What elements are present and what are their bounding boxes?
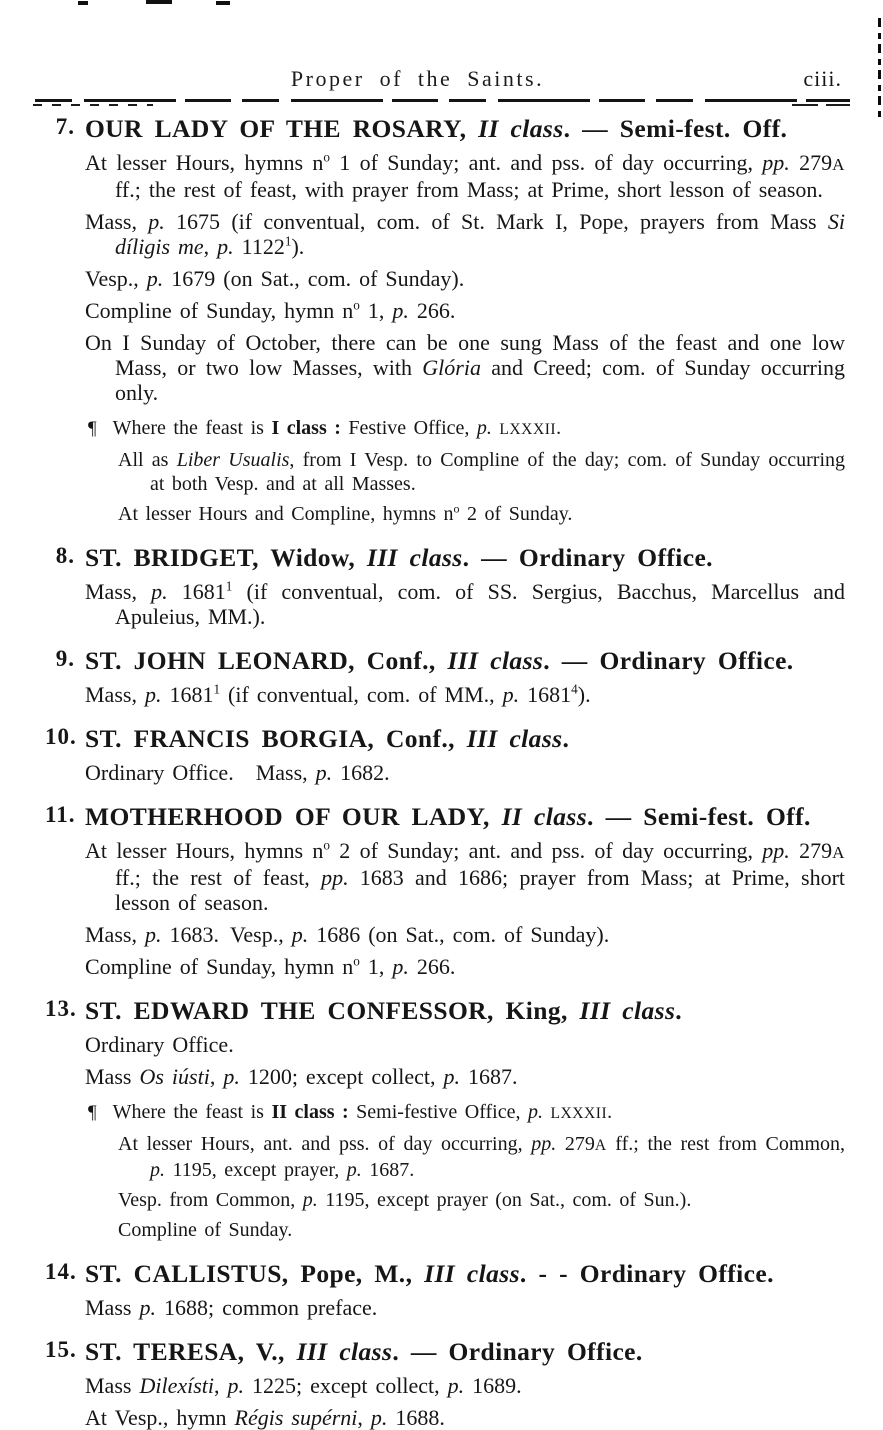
rubric-paragraph [85, 1064, 845, 1089]
entry-heading [85, 646, 845, 675]
text-segment: 1 [225, 578, 233, 594]
text-segment: Where the feast is [112, 417, 272, 439]
text-segment: Mass [85, 1373, 140, 1398]
rubric-subnote [118, 1188, 845, 1212]
text-segment: p. [150, 1159, 165, 1181]
text-segment: I class : [271, 417, 341, 439]
text-segment: Compline of Sunday. [118, 1219, 293, 1241]
text-segment: ST. FRANCIS BORGIA, Conf., [85, 724, 467, 753]
text-segment: III class [579, 996, 676, 1025]
folio-page-number: ciii. [803, 66, 842, 91]
text-segment: 1675 (if conventual, com. of St. Mark I, Pope, prayers from Mass [164, 209, 828, 234]
rubric-paragraph [85, 1032, 845, 1057]
text-segment: . — Ordinary Office. [543, 646, 794, 675]
text-segment: p. [146, 266, 164, 291]
text-segment: Vesp. from Common, [118, 1189, 303, 1211]
text-segment: . [562, 724, 570, 753]
text-segment: 1687. [459, 1064, 518, 1089]
text-segment: p. [144, 682, 162, 707]
text-segment: p. [139, 1295, 156, 1320]
text-segment: p. [370, 1405, 388, 1430]
rubric-paragraph [85, 760, 845, 785]
feast-entry-11 [45, 802, 845, 979]
text-segment: LXXXII [550, 1105, 608, 1122]
text-segment: 279 [556, 1133, 595, 1155]
text-segment: . — Semi-fest. Off. [587, 802, 811, 831]
text-segment: o [323, 837, 330, 853]
feast-entry-7 [45, 114, 845, 526]
text-segment: At lesser Hours, hymns n [85, 838, 324, 863]
text-segment: II class : [271, 1101, 349, 1123]
text-segment: Ordinary Office. Mass, [85, 760, 316, 785]
text-segment: 266. [408, 954, 456, 979]
text-segment: 1683. Vesp., [161, 922, 292, 947]
entry-number: 11. [45, 802, 76, 827]
rubric-paragraph [85, 266, 845, 291]
entry-heading [85, 724, 845, 753]
text-segment: 2 of Sunday. [459, 503, 573, 525]
text-segment: and Creed; com. of Sunday occurring only. [115, 355, 845, 405]
rubric-paragraph [85, 922, 845, 947]
text-segment: ST. CALLISTUS, Pope, M., [85, 1259, 425, 1288]
feast-entry-13 [45, 996, 845, 1242]
entry-heading [85, 543, 845, 572]
text-segment: 1688. [387, 1405, 445, 1430]
text-segment: ST. BRIDGET, Widow, [85, 543, 367, 572]
entry-heading [85, 1337, 845, 1366]
text-segment: Compline of Sunday, hymn n [85, 298, 354, 323]
text-segment: p. [223, 1064, 240, 1089]
text-segment: o [353, 297, 360, 313]
text-segment: 1200; except collect, [239, 1064, 444, 1089]
text-segment: . — Ordinary Office. [462, 543, 713, 572]
text-segment: Mass [85, 1295, 140, 1320]
scan-edge-line [878, 18, 881, 120]
rubric-note [88, 416, 845, 442]
text-segment: (if conventual, com. of SS. Sergius, Bacchus, Marcellus and Apuleius, MM.). [115, 579, 846, 629]
rubric-paragraph [85, 298, 845, 323]
text-segment: . [556, 417, 562, 439]
entry-heading [85, 996, 845, 1025]
entry-heading [85, 1259, 845, 1288]
text-segment: 1689. [464, 1373, 522, 1398]
text-segment: ST. JOHN LEONARD, Conf., [85, 646, 448, 675]
text-segment: III class [296, 1337, 393, 1366]
text-segment: ff.; the rest of feast, [115, 865, 322, 890]
text-segment: p. [392, 954, 409, 979]
text-segment: p. [443, 1064, 460, 1089]
text-segment: p. [217, 234, 234, 259]
text-segment: At Vesp., hymn [85, 1405, 235, 1430]
text-segment: 1 [213, 681, 221, 697]
text-segment: 1122 [233, 234, 285, 259]
text-segment: OUR LADY OF THE ROSARY, [85, 114, 479, 143]
text-segment: On I Sunday of October, there can be one sung Mass of the feast and one low Mass, or two low Masses, with [85, 330, 845, 380]
text-segment: . [607, 1101, 613, 1123]
entry-heading [85, 114, 845, 143]
text-segment: p. [392, 298, 409, 323]
text-segment: 279 [789, 838, 833, 863]
text-segment: MOTHERHOOD OF OUR LADY, [85, 802, 502, 831]
text-segment: p. [302, 1189, 318, 1211]
rubric-paragraph [85, 682, 845, 707]
text-segment: Compline of Sunday, hymn n [85, 954, 354, 979]
text-segment: p. [227, 1373, 244, 1398]
rubric-note [88, 1100, 845, 1126]
text-segment: Mass, [85, 922, 145, 947]
text-segment: 1 of Sunday; ant. and pss. of day occurring, [329, 150, 763, 175]
text-segment: , from I Vesp. to Compline of the day; com. of Sunday occurring at both Vesp. and at all Masses. [150, 449, 846, 495]
running-header [45, 66, 845, 92]
text-segment: pp. [531, 1133, 557, 1155]
text-segment: III class [447, 646, 544, 675]
rubric-paragraph [85, 838, 845, 915]
rubric-paragraph [85, 1373, 845, 1398]
text-segment: Ordinary Office. [85, 1032, 234, 1057]
text-segment: Mass [85, 1064, 140, 1089]
rubric-paragraph [85, 579, 845, 629]
text-segment: , [357, 1405, 371, 1430]
entry-number: 14. [45, 1259, 77, 1284]
text-segment: Os iústi [139, 1064, 210, 1089]
book-page [45, 0, 845, 1430]
text-segment: ). [291, 234, 305, 259]
text-segment: 1195, except prayer (on Sat., com. of Sun.). [317, 1189, 692, 1211]
text-segment: o [453, 501, 460, 516]
rubric-paragraph [85, 150, 845, 202]
text-segment: (if conventual, com. of MM., [220, 682, 503, 707]
text-segment: o [353, 953, 360, 969]
text-segment: 1681 [161, 682, 214, 707]
text-segment: III class [366, 543, 463, 572]
text-segment: At lesser Hours, hymns n [85, 150, 324, 175]
page-title: Proper of the Saints. [290, 66, 545, 91]
entry-number: 8. [55, 543, 75, 568]
text-segment: 1225; except collect, [244, 1373, 448, 1398]
entry-number: 7. [55, 114, 75, 139]
text-segment: 1686 (on Sat., com. of Sunday). [308, 922, 610, 947]
text-segment: Mass, [85, 209, 149, 234]
rubric-subnote [118, 448, 845, 496]
text-segment: ). [577, 682, 591, 707]
text-segment: Vesp., [85, 266, 147, 291]
text-segment: 4 [571, 681, 578, 697]
pilcrow-mark: ¶ [88, 418, 97, 439]
text-segment: 279 [789, 150, 833, 175]
text-segment: pp. [762, 838, 790, 863]
entry-heading [85, 802, 845, 831]
text-segment: . — Semi-fest. Off. [563, 114, 788, 143]
entry-number: 10. [45, 724, 77, 749]
entry-number: 15. [45, 1337, 77, 1362]
text-segment: Mass, [85, 682, 145, 707]
text-segment: 1681 [167, 579, 226, 604]
entry-number: 13. [45, 996, 77, 1021]
text-segment: ST. TERESA, V., [85, 1337, 297, 1366]
text-segment: ff.; the rest of feast, with prayer from Mass; at Prime, short lesson of season. [115, 177, 823, 202]
text-segment: III class [466, 724, 563, 753]
feast-entry-15 [45, 1337, 845, 1430]
text-segment: Dilexísti [139, 1373, 214, 1398]
text-segment: , [214, 1373, 228, 1398]
text-segment: pp. [762, 150, 790, 175]
text-segment: Where the feast is [112, 1101, 272, 1123]
text-segment: Glória [422, 355, 481, 380]
rubric-paragraph [85, 209, 845, 259]
text-segment: 1 [284, 233, 292, 249]
text-segment: II class [501, 802, 588, 831]
feast-entry-9 [45, 646, 845, 707]
feast-entry-10 [45, 724, 845, 785]
text-segment: p. [315, 760, 333, 785]
text-segment: 1195, except prayer, [165, 1159, 347, 1181]
text-segment: , [209, 1064, 224, 1089]
feast-entry-8 [45, 543, 845, 629]
text-segment: p. [527, 1101, 543, 1123]
text-segment: Régis supérni [234, 1405, 358, 1430]
text-segment: . — Ordinary Office. [392, 1337, 643, 1366]
text-segment: pp. [321, 865, 349, 890]
text-segment: ff.; the rest from Common, [606, 1133, 845, 1155]
text-segment: 2 of Sunday; ant. and pss. of day occurring, [329, 838, 763, 863]
text-segment: 1682. [332, 760, 390, 785]
text-segment: o [323, 149, 330, 165]
text-segment: ST. EDWARD THE CONFESSOR, King, [85, 996, 580, 1025]
text-segment: A [832, 155, 845, 174]
text-segment: , [203, 234, 218, 259]
text-segment: . - - Ordinary Office. [519, 1259, 774, 1288]
pilcrow-mark: ¶ [88, 1102, 97, 1123]
text-segment: III class [424, 1259, 520, 1288]
text-segment: 1681 [519, 682, 572, 707]
text-segment: p. [291, 922, 309, 947]
text-segment: All as [118, 449, 177, 471]
text-segment: p. [447, 1373, 465, 1398]
text-segment: II class [478, 114, 564, 143]
rubric-subnote [118, 502, 845, 526]
text-segment: 1, [359, 954, 393, 979]
rubric-paragraph [85, 954, 845, 979]
text-segment: p. [502, 682, 520, 707]
text-segment: 1683 and 1686; prayer from Mass; at Prime, short lesson of season. [115, 865, 846, 915]
text-segment: Liber Usualis [176, 449, 290, 471]
text-segment: 1679 (on Sat., com. of Sunday). [163, 266, 465, 291]
text-segment: At lesser Hours, ant. and pss. of day occurring, [118, 1133, 532, 1155]
feast-entry-14 [45, 1259, 845, 1320]
text-segment: . [675, 996, 683, 1025]
text-segment: A [832, 843, 845, 862]
rubric-subnote [118, 1132, 845, 1182]
text-segment: p. [151, 579, 168, 604]
text-segment: 1, [359, 298, 393, 323]
rubric-subnote [118, 1218, 845, 1242]
text-segment: LXXXII [499, 421, 557, 438]
header-rule [45, 99, 845, 108]
text-segment: Semi-festive Office, [348, 1101, 528, 1123]
rubric-paragraph [85, 1405, 845, 1430]
entry-number: 9. [55, 646, 75, 671]
text-segment: p. [346, 1159, 362, 1181]
text-segment: Si díligis me [115, 209, 845, 259]
text-segment: Festive Office, [340, 417, 477, 439]
text-segment: A [594, 1137, 607, 1154]
rubric-paragraph [85, 1295, 845, 1320]
text-segment: At lesser Hours and Compline, hymns n [118, 503, 454, 525]
feast-entry-list [45, 114, 845, 1430]
text-segment: Mass, [85, 579, 152, 604]
text-segment: 1688; common preface. [155, 1295, 378, 1320]
text-segment: 1687. [361, 1159, 415, 1181]
text-segment: p. [476, 417, 492, 439]
text-segment: p. [148, 209, 165, 234]
rubric-paragraph [85, 330, 845, 405]
text-segment: 266. [408, 298, 456, 323]
text-segment: p. [144, 922, 162, 947]
